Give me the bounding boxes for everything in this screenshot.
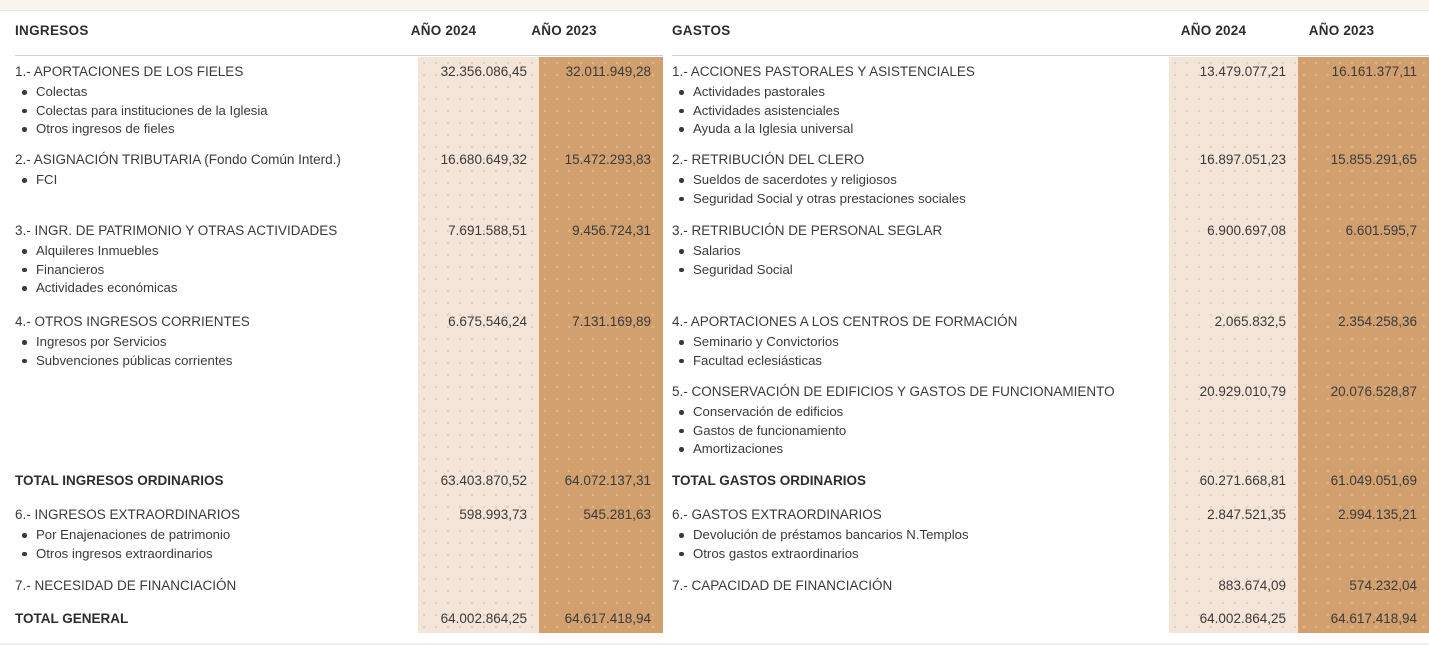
row-items bbox=[672, 171, 1429, 208]
row-items bbox=[672, 526, 1429, 563]
ingresos-col-2023-header: AÑO 2023 bbox=[531, 23, 597, 38]
value-2023: 20.076.528,87 bbox=[1330, 384, 1417, 399]
ingresos-header-divider bbox=[15, 55, 663, 56]
total-row bbox=[15, 610, 663, 627]
list-item: Facultad eclesiásticas bbox=[672, 352, 1429, 371]
value-2023: 61.049.051,69 bbox=[1330, 473, 1417, 488]
row-title: 5.- CONSERVACIÓN DE EDIFICIOS Y GASTOS DE FUNCIONAMIENTO bbox=[672, 384, 1115, 399]
row-title: 6.- GASTOS EXTRAORDINARIOS bbox=[672, 507, 882, 522]
row-title: 2.- RETRIBUCIÓN DEL CLERO bbox=[672, 152, 865, 167]
row-title: 4.- OTROS INGRESOS CORRIENTES bbox=[15, 314, 250, 329]
list-item: Colectas bbox=[15, 83, 663, 102]
row-title: 1.- APORTACIONES DE LOS FIELES bbox=[15, 64, 244, 79]
table-row bbox=[15, 63, 663, 139]
list-item: Devolución de préstamos bancarios N.Templos bbox=[672, 526, 1429, 545]
list-item: Ingresos por Servicios bbox=[15, 333, 663, 352]
list-item: Subvenciones públicas corrientes bbox=[15, 352, 663, 371]
value-2023: 574.232,04 bbox=[1349, 578, 1417, 593]
row-title: 7.- NECESIDAD DE FINANCIACIÓN bbox=[15, 578, 237, 593]
row-title: 7.- CAPACIDAD DE FINANCIACIÓN bbox=[672, 578, 893, 593]
list-item: Seminario y Convictorios bbox=[672, 333, 1429, 352]
table-row bbox=[15, 577, 663, 594]
ingresos-header: INGRESOS bbox=[15, 23, 89, 38]
list-item: Amortizaciones bbox=[672, 440, 1429, 459]
table-row bbox=[672, 577, 1429, 594]
list-item: Seguridad Social y otras prestaciones sociales bbox=[672, 190, 1429, 209]
row-items bbox=[672, 333, 1429, 370]
row-items bbox=[15, 171, 663, 190]
value-2023: 9.456.724,31 bbox=[572, 223, 651, 238]
list-item: Otros ingresos extraordinarios bbox=[15, 545, 663, 564]
value-2024: 6.900.697,08 bbox=[1207, 223, 1286, 238]
table-row bbox=[15, 506, 663, 563]
table-row bbox=[672, 151, 1429, 208]
value-2023: 64.072.137,31 bbox=[564, 473, 651, 488]
list-item: Ayuda a la Iglesia universal bbox=[672, 120, 1429, 139]
list-item: Otros ingresos de fieles bbox=[15, 120, 663, 139]
value-2024: 16.897.051,23 bbox=[1199, 152, 1286, 167]
value-2024: 7.691.588,51 bbox=[448, 223, 527, 238]
value-2024: 64.002.864,25 bbox=[1199, 611, 1286, 626]
list-item: Financieros bbox=[15, 261, 663, 280]
value-2024: 13.479.077,21 bbox=[1199, 64, 1286, 79]
row-title: TOTAL INGRESOS ORDINARIOS bbox=[15, 473, 224, 488]
gastos-col-2023-header: AÑO 2023 bbox=[1308, 23, 1375, 38]
value-2024: 60.271.668,81 bbox=[1199, 473, 1286, 488]
top-strip bbox=[0, 0, 1429, 11]
row-title: 4.- APORTACIONES A LOS CENTROS DE FORMACIÓN bbox=[672, 314, 1018, 329]
ingresos-col-2024-header: AÑO 2024 bbox=[410, 23, 477, 38]
row-items bbox=[672, 83, 1429, 139]
value-2024: 32.356.086,45 bbox=[440, 64, 527, 79]
list-item: Gastos de funcionamiento bbox=[672, 422, 1429, 441]
row-title: 2.- ASIGNACIÓN TRIBUTARIA (Fondo Común Interd.) bbox=[15, 152, 341, 167]
list-item: Alquileres Inmuebles bbox=[15, 242, 663, 261]
list-item: Actividades económicas bbox=[15, 279, 663, 298]
table-row bbox=[672, 506, 1429, 563]
list-item: Conservación de edificios bbox=[672, 403, 1429, 422]
table-row bbox=[672, 63, 1429, 139]
row-title: 6.- INGRESOS EXTRAORDINARIOS bbox=[15, 507, 241, 522]
value-2023: 16.161.377,11 bbox=[1331, 64, 1417, 79]
list-item: FCI bbox=[15, 171, 663, 190]
value-2024: 6.675.546,24 bbox=[448, 314, 527, 329]
value-2024: 63.403.870,52 bbox=[440, 473, 527, 488]
value-2023: 64.617.418,94 bbox=[1330, 611, 1417, 626]
row-title: TOTAL GENERAL bbox=[15, 611, 129, 626]
value-2023: 15.855.291,65 bbox=[1330, 152, 1417, 167]
value-2023: 545.281,63 bbox=[583, 507, 651, 522]
total-row bbox=[15, 472, 663, 489]
list-item: Por Enajenaciones de patrimonio bbox=[15, 526, 663, 545]
row-title: TOTAL GASTOS ORDINARIOS bbox=[672, 473, 867, 488]
gastos-header: GASTOS bbox=[672, 23, 731, 38]
value-2024: 16.680.649,32 bbox=[440, 152, 527, 167]
gastos-col-2024-header: AÑO 2024 bbox=[1180, 23, 1247, 38]
row-items bbox=[15, 526, 663, 563]
value-2023: 64.617.418,94 bbox=[564, 611, 651, 626]
list-item: Seguridad Social bbox=[672, 261, 1429, 280]
table-row bbox=[15, 151, 663, 190]
value-2023: 15.472.293,83 bbox=[564, 152, 651, 167]
list-item: Otros gastos extraordinarios bbox=[672, 545, 1429, 564]
row-items bbox=[15, 83, 663, 139]
row-items bbox=[672, 403, 1429, 459]
row-items bbox=[15, 333, 663, 370]
value-2023: 2.994.135,21 bbox=[1338, 507, 1417, 522]
table-row bbox=[672, 222, 1429, 279]
value-2024: 2.065.832,5 bbox=[1214, 314, 1286, 329]
row-title: 3.- INGR. DE PATRIMONIO Y OTRAS ACTIVIDADES bbox=[15, 223, 338, 238]
value-2023: 2.354.258,36 bbox=[1338, 314, 1417, 329]
gastos-header-divider bbox=[672, 55, 1429, 56]
value-2024: 2.847.521,35 bbox=[1207, 507, 1286, 522]
value-2024: 64.002.864,25 bbox=[440, 611, 527, 626]
list-item: Sueldos de sacerdotes y religiosos bbox=[672, 171, 1429, 190]
list-item: Actividades asistenciales bbox=[672, 102, 1429, 121]
table-row bbox=[672, 383, 1429, 459]
value-2024: 20.929.010,79 bbox=[1199, 384, 1286, 399]
value-2023: 32.011.949,28 bbox=[565, 64, 651, 79]
total-row bbox=[672, 472, 1429, 489]
table-row bbox=[15, 222, 663, 298]
value-2024: 598.993,73 bbox=[459, 507, 527, 522]
list-item: Colectas para instituciones de la Iglesia bbox=[15, 102, 663, 121]
row-items bbox=[15, 242, 663, 298]
value-2023: 6.601.595,7 bbox=[1345, 223, 1417, 238]
row-title: 3.- RETRIBUCIÓN DE PERSONAL SEGLAR bbox=[672, 223, 943, 238]
table-row bbox=[15, 313, 663, 370]
value-2024: 883.674,09 bbox=[1218, 578, 1286, 593]
row-items bbox=[672, 242, 1429, 279]
row-title: 1.- ACCIONES PASTORALES Y ASISTENCIALES bbox=[672, 64, 975, 79]
list-item: Actividades pastorales bbox=[672, 83, 1429, 102]
table-row bbox=[672, 313, 1429, 370]
list-item: Salarios bbox=[672, 242, 1429, 261]
value-2023: 7.131.169,89 bbox=[572, 314, 651, 329]
